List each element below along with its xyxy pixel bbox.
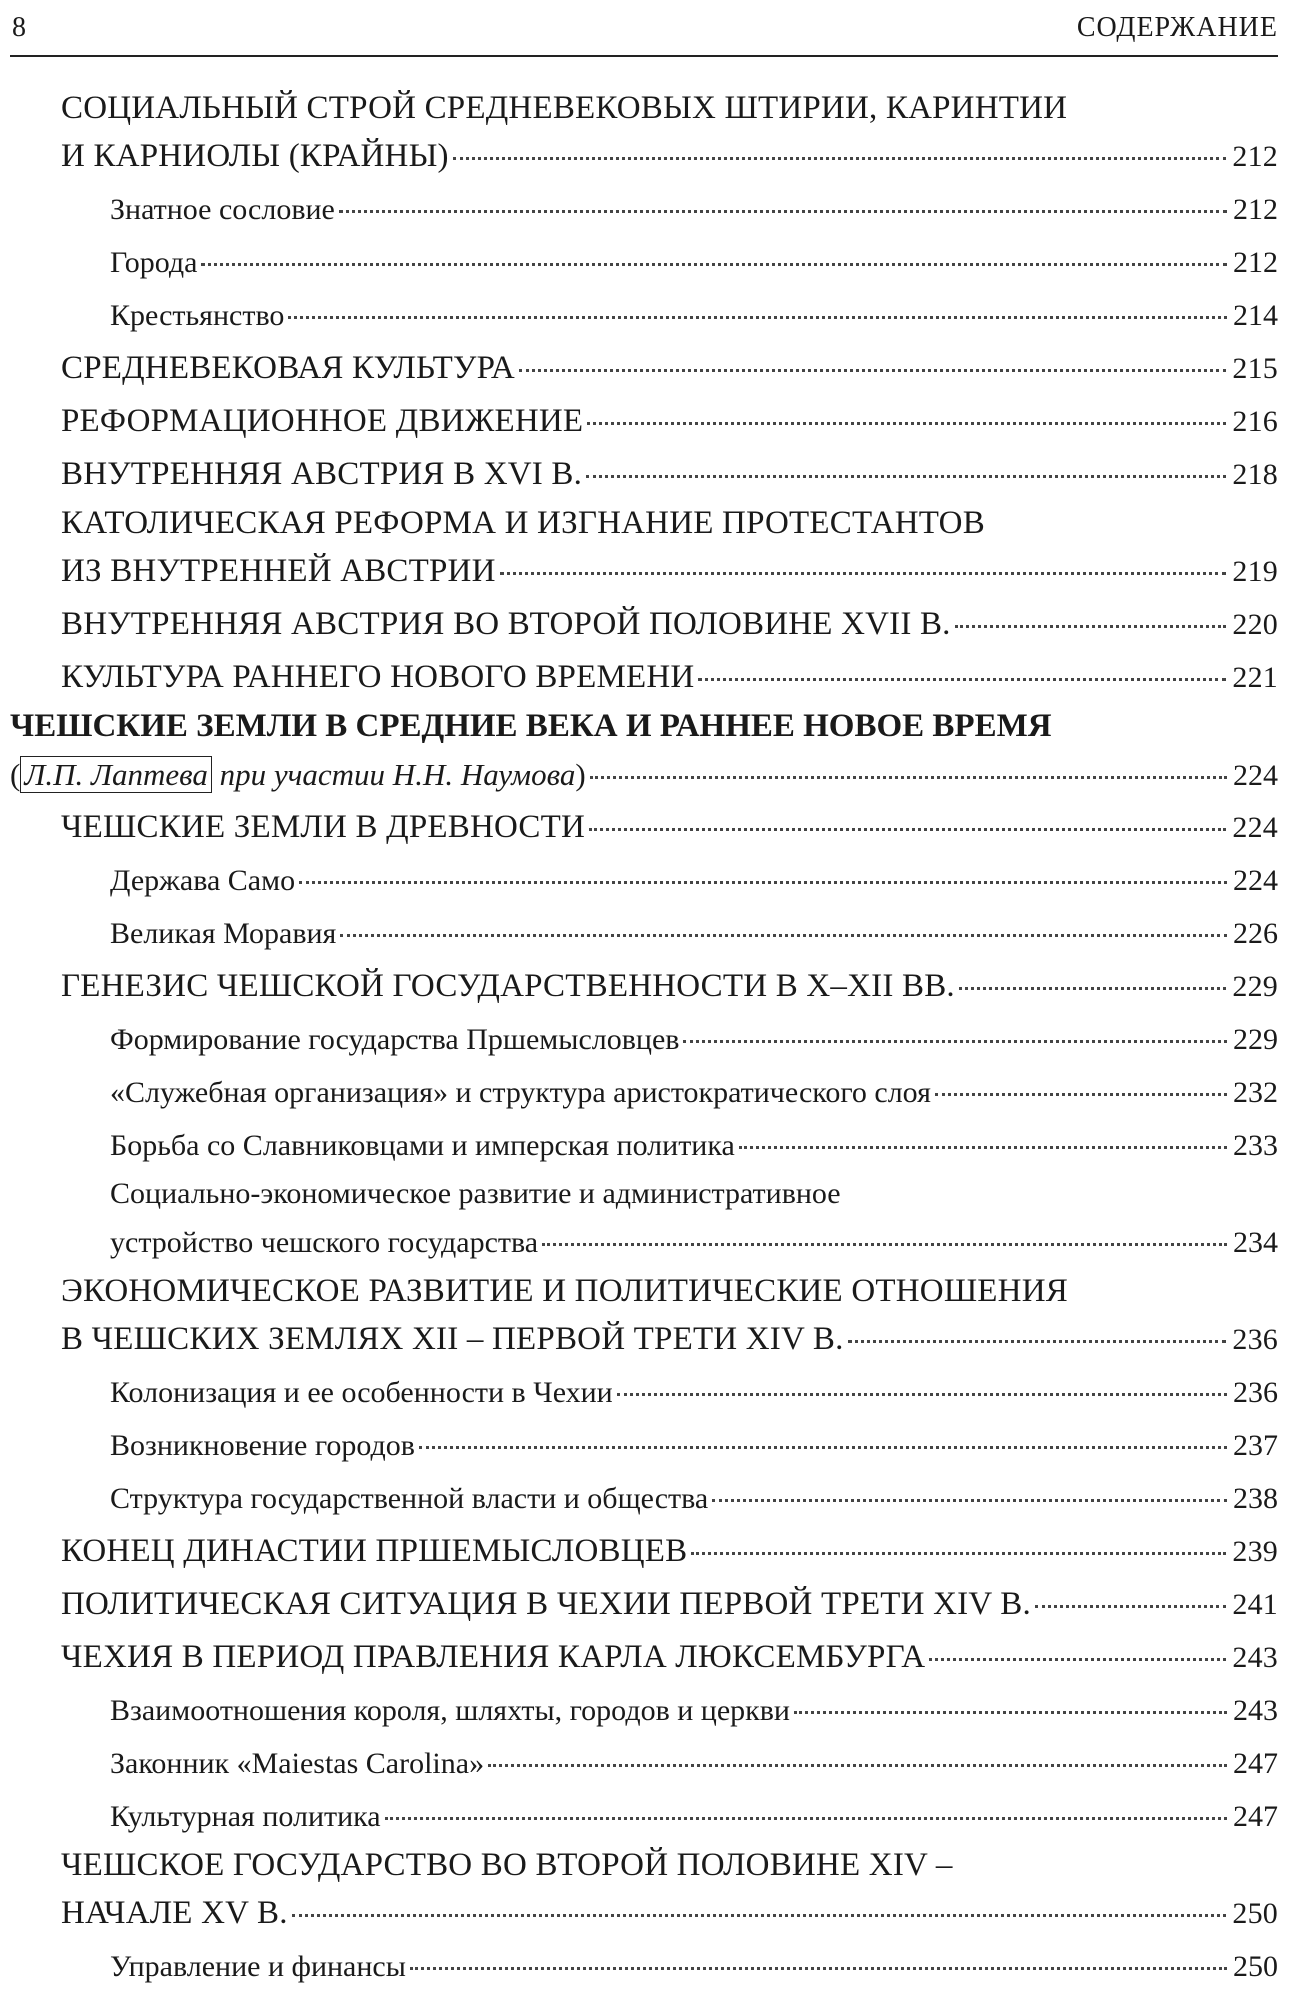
page-ref: 226	[1233, 917, 1278, 950]
page-ref: 247	[1233, 1800, 1278, 1833]
entry-line	[10, 854, 1278, 907]
toc-entry[interactable]	[10, 395, 1278, 448]
page-ref: 236	[1233, 1376, 1278, 1409]
entry-line	[10, 1525, 1278, 1578]
document-page	[10, 0, 1278, 2000]
entry-line	[10, 395, 1278, 448]
leader-dots	[959, 987, 1227, 990]
entry-line	[10, 1119, 1278, 1172]
leader-dots	[698, 678, 1226, 681]
toc-entry[interactable]	[10, 1940, 1278, 1993]
leader-dots	[288, 316, 1227, 319]
toc-entry[interactable]	[10, 1013, 1278, 1066]
entry-title-line: СОЦИАЛЬНЫЙ СТРОЙ СРЕДНЕВЕКОВЫХ ШТИРИИ, КАРИНТИИ	[61, 90, 1068, 126]
leader-dots	[410, 1967, 1227, 1970]
toc-entry[interactable]	[10, 86, 1278, 183]
toc-entry[interactable]	[10, 1684, 1278, 1737]
leader-dots	[586, 475, 1226, 478]
entry-title-line: КАТОЛИЧЕСКАЯ РЕФОРМА И ИЗГНАНИЕ ПРОТЕСТАНТОВ	[61, 505, 985, 541]
entry-line	[10, 1684, 1278, 1737]
entry-line	[10, 236, 1278, 289]
entry-line	[10, 1578, 1278, 1631]
entry-title: В ЧЕШСКИХ ЗЕМЛЯХ XII – ПЕРВОЙ ТРЕТИ XIV В.	[61, 1321, 844, 1357]
entry-title: Колонизация и ее особенности в Чехии	[110, 1376, 613, 1409]
entry-title: ВНУТРЕННЯЯ АВСТРИЯ ВО ВТОРОЙ ПОЛОВИНЕ XVII В.	[61, 606, 951, 642]
chapter-entry[interactable]	[10, 704, 1278, 801]
entry-line	[10, 289, 1278, 342]
toc-entry[interactable]	[10, 651, 1278, 704]
entry-title-line: ЧЕШСКОЕ ГОСУДАРСТВО ВО ВТОРОЙ ПОЛОВИНЕ XIV –	[61, 1847, 953, 1883]
toc-section-part2	[10, 801, 1278, 1993]
chapter-author-line	[10, 748, 1278, 801]
toc-entry[interactable]	[10, 1066, 1278, 1119]
toc-entry[interactable]	[10, 1366, 1278, 1419]
entry-title: Борьба со Славниковцами и имперская политика	[110, 1129, 735, 1162]
toc-entry[interactable]	[10, 1172, 1278, 1269]
entry-title: СРЕДНЕВЕКОВАЯ КУЛЬТУРА	[61, 350, 515, 386]
page-ref: 214	[1233, 299, 1278, 332]
leader-dots	[691, 1552, 1226, 1555]
entry-title: Возникновение городов	[110, 1429, 415, 1462]
leader-dots	[385, 1817, 1227, 1820]
leader-dots	[935, 1093, 1227, 1096]
entry-title: устройство чешского государства	[110, 1226, 539, 1259]
page-ref: 224	[1233, 864, 1278, 897]
entry-title: Управление и финансы	[110, 1950, 406, 1983]
leader-dots	[340, 934, 1227, 937]
entry-line	[10, 1472, 1278, 1525]
toc-entry[interactable]	[10, 598, 1278, 651]
toc-entry[interactable]	[10, 1472, 1278, 1525]
entry-line	[10, 960, 1278, 1013]
page-ref: 224	[1233, 759, 1278, 792]
entry-line	[10, 1419, 1278, 1472]
entry-title: Взаимоотношения короля, шляхты, городов и церкви	[110, 1694, 790, 1727]
toc-entry[interactable]	[10, 1790, 1278, 1843]
page-ref: 221	[1232, 661, 1278, 694]
leader-dots	[712, 1499, 1227, 1502]
author-boxed: Л.П. Лаптева	[20, 756, 212, 793]
entry-title: Формирование государства Пршемысловцев	[110, 1023, 680, 1056]
entry-title: КОНЕЦ ДИНАСТИИ ПРШЕМЫСЛОВЦЕВ	[61, 1533, 688, 1569]
leader-dots	[500, 572, 1227, 575]
entry-title: Великая Моравия	[110, 917, 337, 950]
entry-title: Города	[110, 246, 198, 279]
entry-title: Законник «Maiestas Carolina»	[110, 1747, 485, 1780]
entry-title: РЕФОРМАЦИОННОЕ ДВИЖЕНИЕ	[61, 403, 584, 439]
entry-title: НАЧАЛЕ XV В.	[61, 1895, 288, 1931]
entry-title: ЧЕШСКИЕ ЗЕМЛИ В ДРЕВНОСТИ	[61, 809, 586, 845]
page-header	[10, 10, 1278, 57]
page-ref: 250	[1233, 1950, 1278, 1983]
entry-line	[10, 545, 1278, 598]
page-ref: 216	[1232, 405, 1278, 438]
entry-title-line: ЭКОНОМИЧЕСКОЕ РАЗВИТИЕ И ПОЛИТИЧЕСКИЕ ОТНОШЕНИЯ	[61, 1273, 1068, 1309]
leader-dots	[848, 1340, 1227, 1343]
entry-title: КУЛЬТУРА РАННЕГО НОВОГО ВРЕМЕНИ	[61, 659, 695, 695]
leader-dots	[519, 369, 1226, 372]
entry-title: ПОЛИТИЧЕСКАЯ СИТУАЦИЯ В ЧЕХИИ ПЕРВОЙ ТРЕТИ XIV В.	[61, 1586, 1031, 1622]
leader-dots	[299, 881, 1227, 884]
page-ref: 229	[1232, 970, 1278, 1003]
entry-line	[10, 1631, 1278, 1684]
page-ref: 212	[1233, 246, 1278, 279]
entry-line	[10, 598, 1278, 651]
entry-title: «Служебная организация» и структура аристократического слоя	[110, 1076, 931, 1109]
page-ref: 239	[1232, 1535, 1278, 1568]
toc-entry[interactable]	[10, 1269, 1278, 1366]
entry-title: ЧЕХИЯ В ПЕРИОД ПРАВЛЕНИЯ КАРЛА ЛЮКСЕМБУРГА	[61, 1639, 926, 1675]
leader-dots	[542, 1243, 1227, 1246]
toc-entry[interactable]	[10, 1578, 1278, 1631]
leader-dots	[739, 1146, 1227, 1149]
leader-dots	[794, 1711, 1227, 1714]
leader-dots	[590, 776, 1227, 779]
page-ref: 220	[1232, 608, 1278, 641]
entry-title-line: Социально-экономическое развитие и административное	[110, 1177, 841, 1210]
page-ref: 250	[1232, 1897, 1278, 1930]
leader-dots	[683, 1040, 1227, 1043]
entry-line	[10, 1313, 1278, 1366]
page-ref: 212	[1232, 140, 1278, 173]
toc-entry[interactable]	[10, 1419, 1278, 1472]
page-ref: 247	[1233, 1747, 1278, 1780]
toc-entry[interactable]	[10, 1631, 1278, 1684]
toc-entry[interactable]	[10, 1843, 1278, 1940]
page-ref: 232	[1233, 1076, 1278, 1109]
page-ref: 229	[1233, 1023, 1278, 1056]
entry-title: Держава Само	[110, 864, 296, 897]
entry-line	[10, 342, 1278, 395]
leader-dots	[617, 1393, 1227, 1396]
toc-entry[interactable]	[10, 342, 1278, 395]
leader-dots	[292, 1914, 1227, 1917]
entry-line	[10, 651, 1278, 704]
entry-line	[10, 448, 1278, 501]
chapter-author: ( Л.П. Лаптева при участии Н.Н. Наумова)	[10, 757, 586, 792]
toc-entry[interactable]	[10, 801, 1278, 854]
entry-title: Структура государственной власти и общества	[110, 1482, 709, 1515]
leader-dots	[955, 625, 1227, 628]
leader-dots	[419, 1446, 1227, 1449]
page-ref: 243	[1233, 1694, 1278, 1727]
entry-title: Культурная политика	[110, 1800, 381, 1833]
entry-title: ВНУТРЕННЯЯ АВСТРИЯ В XVI В.	[61, 456, 583, 492]
toc-entry[interactable]	[10, 907, 1278, 960]
entry-title: ИЗ ВНУТРЕННЕЙ АВСТРИИ	[61, 553, 496, 589]
page-ref: 218	[1232, 458, 1278, 491]
leader-dots	[339, 210, 1227, 213]
toc-entry[interactable]	[10, 289, 1278, 342]
leader-dots	[587, 422, 1226, 425]
toc-entry[interactable]	[10, 1525, 1278, 1578]
toc-section-part1	[10, 86, 1278, 704]
leader-dots	[1035, 1605, 1226, 1608]
toc-entry[interactable]	[10, 1119, 1278, 1172]
page-ref: 233	[1233, 1129, 1278, 1162]
leader-dots	[589, 828, 1226, 831]
entry-line	[10, 801, 1278, 854]
leader-dots	[488, 1764, 1227, 1767]
entry-title: Знатное сословие	[110, 193, 335, 226]
page-number: 8	[12, 12, 26, 43]
entry-line	[10, 1790, 1278, 1843]
page-ref: 241	[1232, 1588, 1278, 1621]
toc-entry[interactable]	[10, 960, 1278, 1013]
page-ref: 238	[1233, 1482, 1278, 1515]
toc-entry[interactable]	[10, 183, 1278, 236]
entry-title: ГЕНЕЗИС ЧЕШСКОЙ ГОСУДАРСТВЕННОСТИ В X–XII ВВ.	[61, 968, 955, 1004]
running-title: СОДЕРЖАНИЕ	[1076, 12, 1278, 43]
page-ref: 237	[1233, 1429, 1278, 1462]
entry-line	[10, 1013, 1278, 1066]
page-ref: 224	[1232, 811, 1278, 844]
toc-entry[interactable]	[10, 501, 1278, 598]
entry-line	[10, 907, 1278, 960]
toc-entry[interactable]	[10, 448, 1278, 501]
page-ref: 212	[1233, 193, 1278, 226]
toc-entry[interactable]	[10, 1737, 1278, 1790]
entry-line	[10, 1737, 1278, 1790]
leader-dots	[929, 1658, 1226, 1661]
entry-line	[10, 1940, 1278, 1993]
leader-dots	[201, 263, 1227, 266]
entry-line	[10, 183, 1278, 236]
toc-entry[interactable]	[10, 854, 1278, 907]
entry-title: Крестьянство	[110, 299, 285, 332]
toc-entry[interactable]	[10, 236, 1278, 289]
entry-title: И КАРНИОЛЫ (КРАЙНЫ)	[61, 138, 449, 174]
entry-line	[10, 130, 1278, 183]
leader-dots	[453, 157, 1227, 160]
page-ref: 236	[1232, 1323, 1278, 1356]
entry-line	[10, 1066, 1278, 1119]
table-of-contents	[10, 86, 1278, 1993]
page-ref: 243	[1232, 1641, 1278, 1674]
entry-line	[10, 1887, 1278, 1940]
page-ref: 234	[1233, 1226, 1278, 1259]
author-rest: при участии Н.Н. Наумова	[211, 757, 576, 792]
page-ref: 215	[1232, 352, 1278, 385]
entry-line	[10, 1366, 1278, 1419]
page-ref: 219	[1232, 555, 1278, 588]
entry-line	[10, 1216, 1278, 1269]
chapter-title: ЧЕШСКИЕ ЗЕМЛИ В СРЕДНИЕ ВЕКА И РАННЕЕ НОВОЕ ВРЕМЯ	[10, 708, 1052, 744]
